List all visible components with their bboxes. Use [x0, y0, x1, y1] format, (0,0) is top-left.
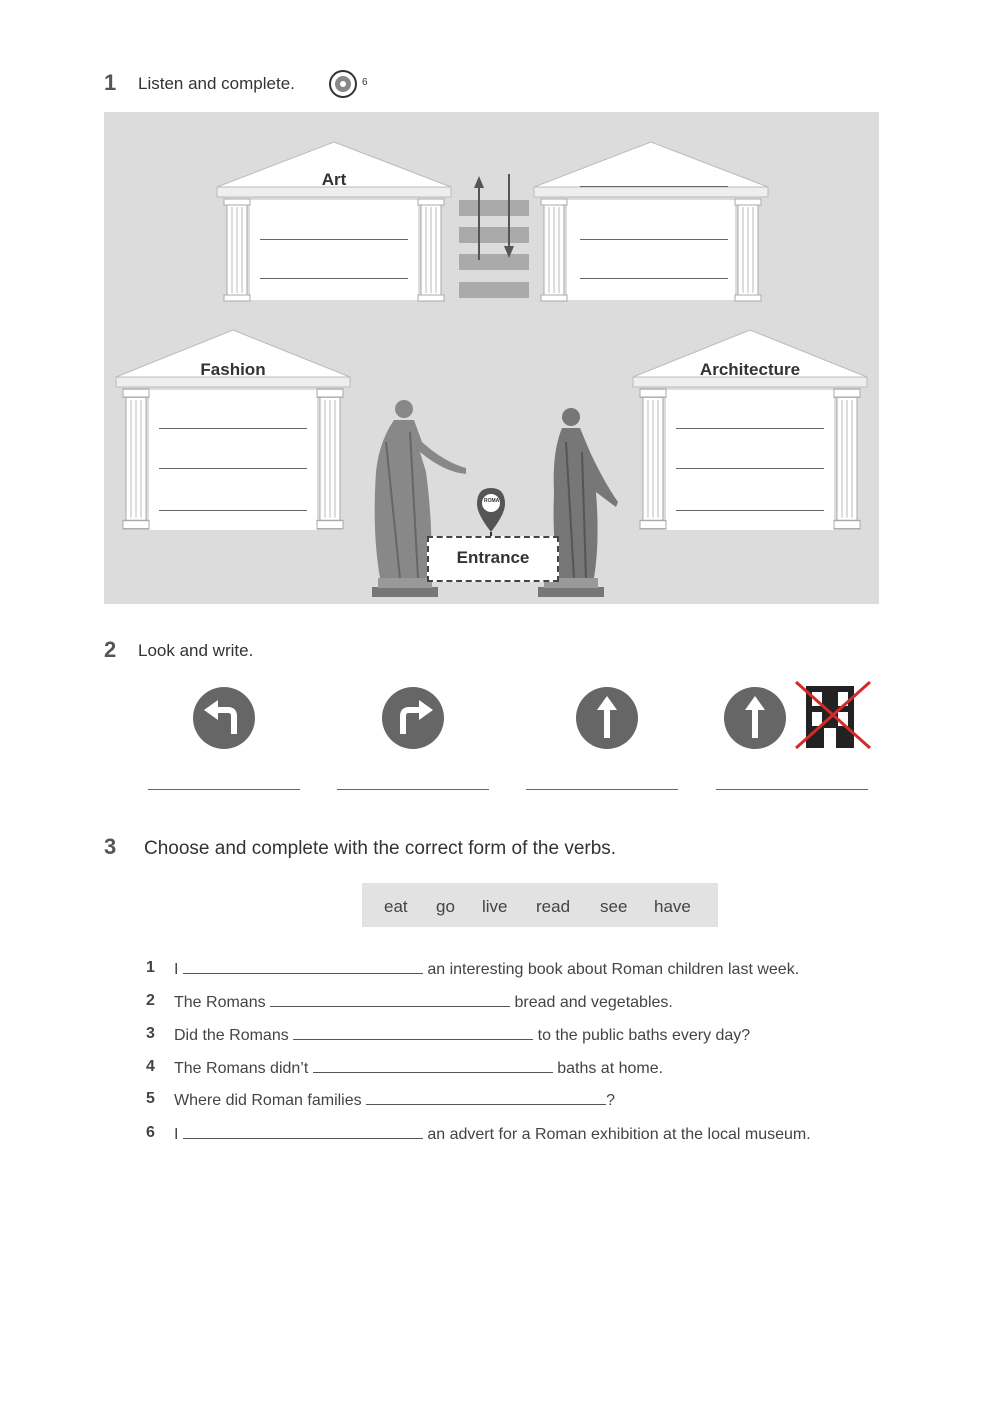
temple-label-art: Art [321, 170, 347, 189]
sentence-number: 5 [146, 1090, 155, 1107]
audio-track-number: 6 [362, 77, 368, 88]
sentence-text-after: an advert for a Roman exhibition at the local museum. [427, 1126, 811, 1143]
temple-label-architecture: Architecture [699, 360, 801, 379]
art-blank-1[interactable] [260, 239, 408, 240]
fashion-blank-2[interactable] [159, 468, 307, 469]
crossed-out-building-icon [792, 678, 874, 752]
sentence-2 [174, 992, 673, 1012]
sentence-blank[interactable] [293, 1025, 533, 1040]
go-straight-sign-icon [575, 686, 639, 750]
direction-blank-2[interactable] [337, 789, 489, 790]
sentence-text-before: Did the Romans [174, 1027, 289, 1044]
museum-map [104, 112, 879, 604]
sentence-1 [174, 959, 799, 979]
pin-label: ROMA [484, 498, 500, 504]
art-blank-2[interactable] [260, 278, 408, 279]
sentence-number: 6 [146, 1124, 155, 1141]
sentence-text-before: I [174, 1126, 179, 1143]
word-bank-item: live [482, 897, 508, 916]
word-bank-item: have [654, 897, 691, 916]
turn-left-sign-icon [192, 686, 256, 750]
direction-blank-1[interactable] [148, 789, 300, 790]
sentence-text-after: baths at home. [557, 1060, 664, 1077]
location-pin-icon [477, 488, 505, 540]
sentence-text-before: The Romans didn’t [174, 1060, 309, 1077]
sentence-5 [174, 1090, 615, 1110]
fashion-blank-3[interactable] [159, 510, 307, 511]
word-bank-item: eat [384, 897, 408, 916]
entrance-label: Entrance [427, 536, 559, 582]
sentence-6 [174, 1124, 811, 1144]
sentence-text-after: ? [606, 1092, 615, 1109]
sentence-blank[interactable] [270, 992, 510, 1007]
audio-cd-icon[interactable] [328, 69, 358, 99]
sentence-text-after: to the public baths every day? [537, 1027, 751, 1044]
stairs-icon [459, 174, 529, 298]
word-bank-item: read [536, 897, 571, 916]
gallery-blank-1[interactable] [580, 239, 728, 240]
sentence-blank[interactable] [183, 959, 423, 974]
sentence-blank[interactable] [366, 1090, 606, 1105]
section-1-number: 1 [104, 70, 117, 95]
sentence-blank[interactable] [183, 1124, 423, 1139]
sentence-4 [174, 1058, 663, 1078]
direction-blank-3[interactable] [526, 789, 678, 790]
fashion-blank-1[interactable] [159, 428, 307, 429]
section-2-instruction: Look and write. [138, 641, 254, 660]
word-bank [362, 883, 718, 927]
sentence-blank[interactable] [313, 1058, 553, 1073]
temple-label-fashion: Fashion [200, 360, 266, 379]
temple-title-blank[interactable] [580, 186, 728, 187]
go-straight-past-sign-icon [723, 686, 787, 750]
sentence-number: 4 [146, 1058, 155, 1075]
section-3-number: 3 [104, 834, 117, 859]
sentence-text-before: I [174, 961, 179, 978]
section-2-number: 2 [104, 637, 117, 662]
sentence-number: 1 [146, 959, 155, 976]
sentence-text-after: bread and vegetables. [514, 994, 673, 1011]
section-1-instruction: Listen and complete. [138, 74, 295, 93]
direction-blank-4[interactable] [716, 789, 868, 790]
sentence-text-after: an interesting book about Roman children last week. [427, 961, 800, 978]
gallery-blank-2[interactable] [580, 278, 728, 279]
sentence-3 [174, 1025, 750, 1045]
section-3-instruction: Choose and complete with the correct form of the verbs. [144, 838, 617, 859]
architecture-blank-3[interactable] [676, 510, 824, 511]
architecture-blank-1[interactable] [676, 428, 824, 429]
word-bank-item: go [436, 897, 455, 916]
architecture-blank-2[interactable] [676, 468, 824, 469]
sentence-number: 2 [146, 992, 155, 1009]
sentence-text-before: Where did Roman families [174, 1092, 362, 1109]
word-bank-item: see [600, 897, 628, 916]
turn-right-sign-icon [381, 686, 445, 750]
sentence-text-before: The Romans [174, 994, 266, 1011]
sentence-number: 3 [146, 1025, 155, 1042]
